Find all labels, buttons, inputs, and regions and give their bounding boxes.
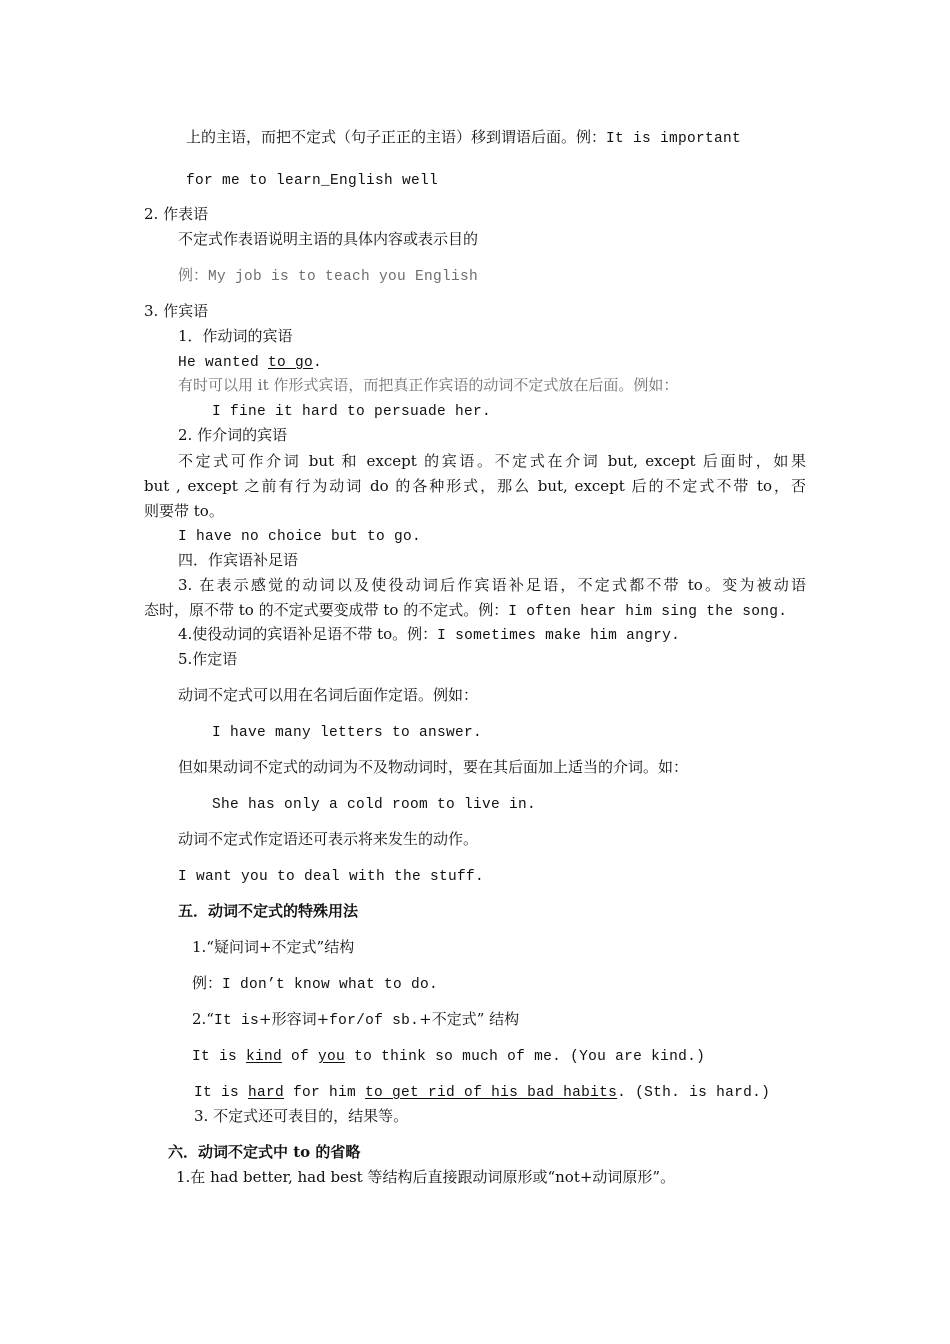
subsection-heading <box>178 425 287 445</box>
text-segment: to go <box>268 355 314 371</box>
subsection-heading <box>178 326 293 346</box>
text-segment: 动词不定式作定语还可表示将来发生的动作。 <box>178 830 479 848</box>
text-segment: 但如果动词不定式的动词为不及物动词时，要在其后面加上适当的介词。如： <box>178 758 689 776</box>
text-segment: 不定式可作介词 but 和 except 的宾语。不定式在介词 but, except 后面时，如果 <box>178 452 806 470</box>
text-line <box>144 476 806 496</box>
text-segment: you <box>318 1049 346 1065</box>
text-segment: It is important <box>606 131 742 147</box>
example-line <box>194 1081 770 1103</box>
text-segment: 5.作定语 <box>178 650 238 668</box>
text-line <box>178 685 478 705</box>
text-segment: but , except 之前有行为动词 do 的各种形式，那么 but, except 后的不定式不带 to，否 <box>144 477 806 495</box>
text-line <box>178 757 688 777</box>
text-segment: hard <box>248 1085 285 1101</box>
text-segment: I often hear him sing the song. <box>508 604 788 620</box>
text-line <box>144 600 787 622</box>
example-line <box>178 865 484 887</box>
text-line <box>178 375 678 395</box>
text-segment: It is <box>192 1049 247 1065</box>
section-heading <box>178 550 298 570</box>
text-segment: 1.“疑问词+不定式”结构 <box>192 938 355 956</box>
text-segment: 3. 不定式还可表目的，结果等。 <box>194 1107 409 1125</box>
text-line <box>178 451 806 471</box>
text-segment: 六．动词不定式中 to 的省略 <box>168 1143 361 1161</box>
text-segment: 有时可以用 it 作形式宾语，而把真正作宾语的动词不定式放在后面。例如： <box>178 376 679 394</box>
text-line <box>178 829 478 849</box>
text-segment: 四．作宾语补足语 <box>178 551 299 569</box>
section-heading <box>178 901 358 921</box>
text-segment: 2.“ <box>192 1010 214 1028</box>
text-segment: for me to learn_English well <box>186 173 439 189</box>
example-line <box>212 721 482 743</box>
text-segment: I have no choice but to go. <box>178 529 422 545</box>
text-segment: 五．动词不定式的特殊用法 <box>178 902 359 920</box>
text-line <box>186 169 438 191</box>
text-segment: He wanted <box>178 355 269 371</box>
text-segment: 1.在 had better, had best 等结构后直接跟动词原形或“not+动词原形”。 <box>176 1168 676 1186</box>
example-line <box>212 400 491 422</box>
text-segment: for/of sb. <box>329 1013 420 1029</box>
text-segment: 动词不定式可以用在名词后面作定语。例如： <box>178 686 479 704</box>
text-segment: I fine it hard to persuade her. <box>212 404 492 420</box>
text-segment: She has only a cold room to live in. <box>212 797 537 813</box>
section-heading <box>144 204 208 224</box>
example-line <box>212 793 536 815</box>
subsection-heading <box>192 937 354 957</box>
text-segment: 4.使役动词的宾语补足语不带 to。例： <box>178 625 438 643</box>
text-segment: for him <box>284 1085 366 1101</box>
text-segment: 例： <box>178 266 209 284</box>
text-segment: I have many letters to answer. <box>212 725 483 741</box>
subsection-heading <box>192 1009 519 1031</box>
text-segment: 2. 作表语 <box>144 205 209 223</box>
text-segment: +不定式” 结构 <box>419 1010 520 1028</box>
text-segment: . <box>313 355 323 371</box>
example-line <box>178 525 421 547</box>
text-segment: to get rid of his bad habits <box>365 1085 618 1101</box>
example-line <box>178 265 478 287</box>
text-segment: 不定式作表语说明主语的具体内容或表示目的 <box>178 230 479 248</box>
text-segment: I want you to deal with the stuff. <box>178 869 485 885</box>
text-segment: to think so much of me. (You are kind.) <box>345 1049 706 1065</box>
subsection-heading <box>178 649 237 669</box>
text-segment: 3. 作宾语 <box>144 302 209 320</box>
example-line <box>192 1045 705 1067</box>
example-line <box>192 973 438 995</box>
text-line <box>178 229 478 249</box>
text-segment: 则要带 to。 <box>144 502 224 520</box>
section-heading <box>168 1142 360 1162</box>
text-segment: kind <box>246 1049 283 1065</box>
text-segment: My job is to teach you English <box>208 269 479 285</box>
text-segment: 1．作动词的宾语 <box>178 327 293 345</box>
subsection-heading <box>194 1106 408 1126</box>
text-segment: 3. 在表示感觉的动词以及使役动词后作宾语补足语，不定式都不带 to。变为被动语 <box>178 576 806 594</box>
text-line <box>178 624 680 646</box>
text-segment: It is <box>194 1085 249 1101</box>
text-segment: . (Sth. is hard.) <box>617 1085 771 1101</box>
text-line <box>186 127 741 149</box>
text-segment: 上的主语，而把不定式（句子正正的主语）移到谓语后面。例： <box>186 128 607 146</box>
text-line <box>176 1167 675 1187</box>
text-segment: of <box>282 1049 319 1065</box>
section-heading <box>144 301 208 321</box>
text-segment: 态时，原不带 to 的不定式要变成带 to 的不定式。例： <box>144 601 509 619</box>
example-line <box>178 351 322 373</box>
text-segment: I sometimes make him angry. <box>437 628 681 644</box>
text-segment: +形容词+ <box>259 1010 330 1028</box>
text-segment: I don’t know what to do. <box>222 977 439 993</box>
text-segment: 2. 作介词的宾语 <box>178 426 288 444</box>
text-segment: It is <box>213 1013 259 1029</box>
text-line <box>144 501 224 521</box>
text-line <box>178 575 806 595</box>
text-segment: 例： <box>192 974 223 992</box>
